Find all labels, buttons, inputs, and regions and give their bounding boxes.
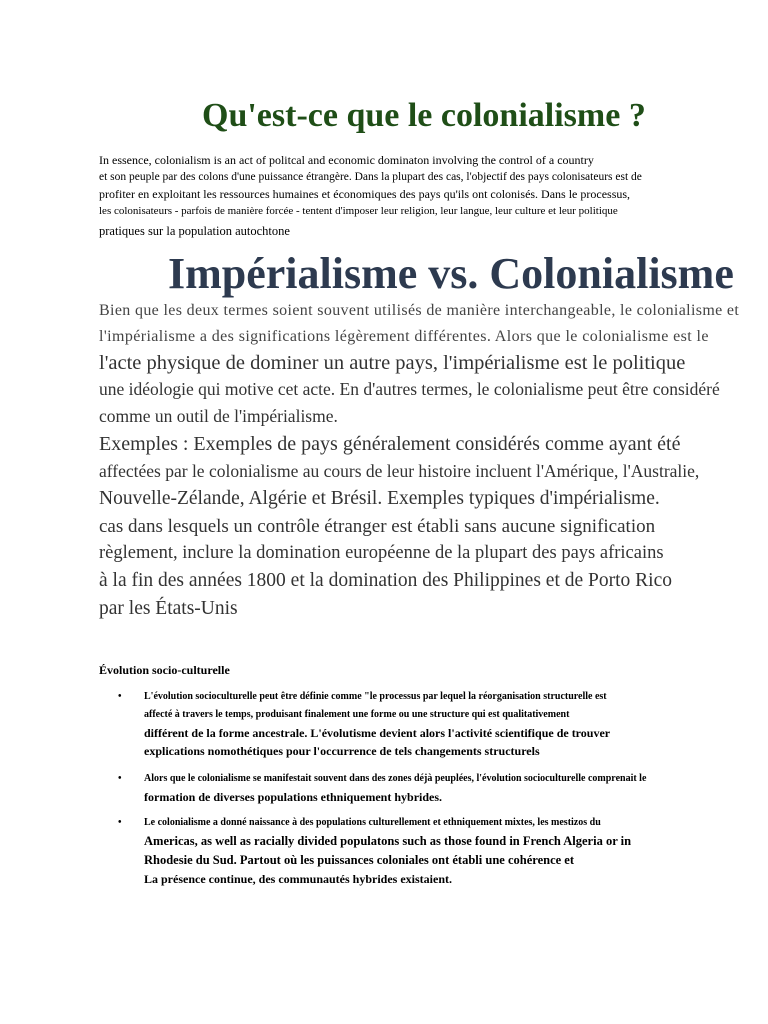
bullet-line: différent de la forme ancestrale. L'évolutisme devient alors l'activité scientifique de trouver	[144, 726, 611, 740]
examples-line: cas dans lesquels un contrôle étranger est établi sans aucune signification	[99, 516, 656, 537]
bullet-marker: •	[118, 691, 122, 702]
intro-line: pratiques sur la population autochtone	[99, 224, 290, 238]
page-title: Qu'est-ce que le colonialisme ?	[202, 97, 646, 134]
bullet-line: Americas, as well as racially divided populatons such as those found in French Algeria or in	[144, 834, 632, 848]
bullet-item	[99, 770, 759, 806]
bullet-line: L'évolution socioculturelle peut être définie comme "le processus par lequel la réorganisation structurelle est	[144, 691, 607, 702]
imperialism-paragraph	[99, 297, 767, 622]
bullet-line: La présence continue, des communautés hybrides existaient.	[144, 872, 452, 886]
examples-line: affectées par le colonialisme au cours de leur histoire incluent l'Amérique, l'Australie,	[99, 461, 700, 481]
intro-line: In essence, colonialism is an act of politcal and economic dominaton involving the control of a country	[99, 153, 594, 167]
paragraph-line: l'acte physique de dominer un autre pays, l'impérialisme est le politique	[99, 352, 686, 374]
evolution-heading: Évolution socio-culturelle	[99, 663, 230, 677]
intro-line: et son peuple par des colons d'une puissance étrangère. Dans la plupart des cas, l'objectif des pays colonisateurs est de	[99, 171, 642, 183]
section-title: Impérialisme vs. Colonialisme	[168, 249, 734, 298]
evolution-bullet-list	[99, 688, 759, 888]
bullet-line: affecté à travers le temps, produisant finalement une forme ou une structure qui est qualitativement	[144, 709, 570, 720]
paragraph-line: l'impérialisme a des significations légèrement différentes. Alors que le colonialisme est le	[99, 328, 709, 345]
examples-line: par les États-Unis	[99, 598, 238, 619]
bullet-line: Le colonialisme a donné naissance à des populations culturellement et ethniquement mixtes, les mestizos du	[144, 817, 601, 828]
examples-line: règlement, inclure la domination européenne de la plupart des pays africains	[99, 543, 664, 563]
intro-paragraph	[99, 152, 749, 242]
bullet-line: explications nomothétiques pour l'occurrence de tels changements structurels	[144, 744, 540, 758]
bullet-line: Rhodesie du Sud. Partout où les puissances coloniales ont établi une cohérence et	[144, 853, 574, 867]
paragraph-line: Bien que les deux termes soient souvent utilisés de manière interchangeable, le colonialisme et	[99, 302, 740, 319]
intro-line: les colonisateurs - parfois de manière forcée - tentent d'imposer leur religion, leur langue, leur culture et leur politique	[99, 205, 618, 217]
bullet-line: Alors que le colonialisme se manifestait souvent dans des zones déjà peuplées, l'évolution socioculturelle comprenait le	[144, 773, 647, 784]
bullet-line: formation de diverses populations ethniquement hybrides.	[144, 790, 443, 804]
intro-line: profiter en exploitant les ressources humaines et économiques des pays qu'ils ont colonisés. Dans le processus,	[99, 187, 631, 201]
examples-line: Nouvelle-Zélande, Algérie et Brésil. Exemples typiques d'impérialisme.	[99, 488, 660, 509]
paragraph-line: une idéologie qui motive cet acte. En d'autres termes, le colonialisme peut être considéré	[99, 379, 720, 399]
examples-line: à la fin des années 1800 et la domination des Philippines et de Porto Rico	[99, 570, 672, 591]
bullet-item	[99, 688, 759, 760]
bullet-item	[99, 814, 759, 888]
examples-line: Exemples : Exemples de pays généralement considérés comme ayant été	[99, 433, 681, 455]
bullet-marker: •	[118, 773, 122, 784]
bullet-marker: •	[118, 817, 122, 828]
paragraph-line: comme un outil de l'impérialisme.	[99, 406, 338, 426]
